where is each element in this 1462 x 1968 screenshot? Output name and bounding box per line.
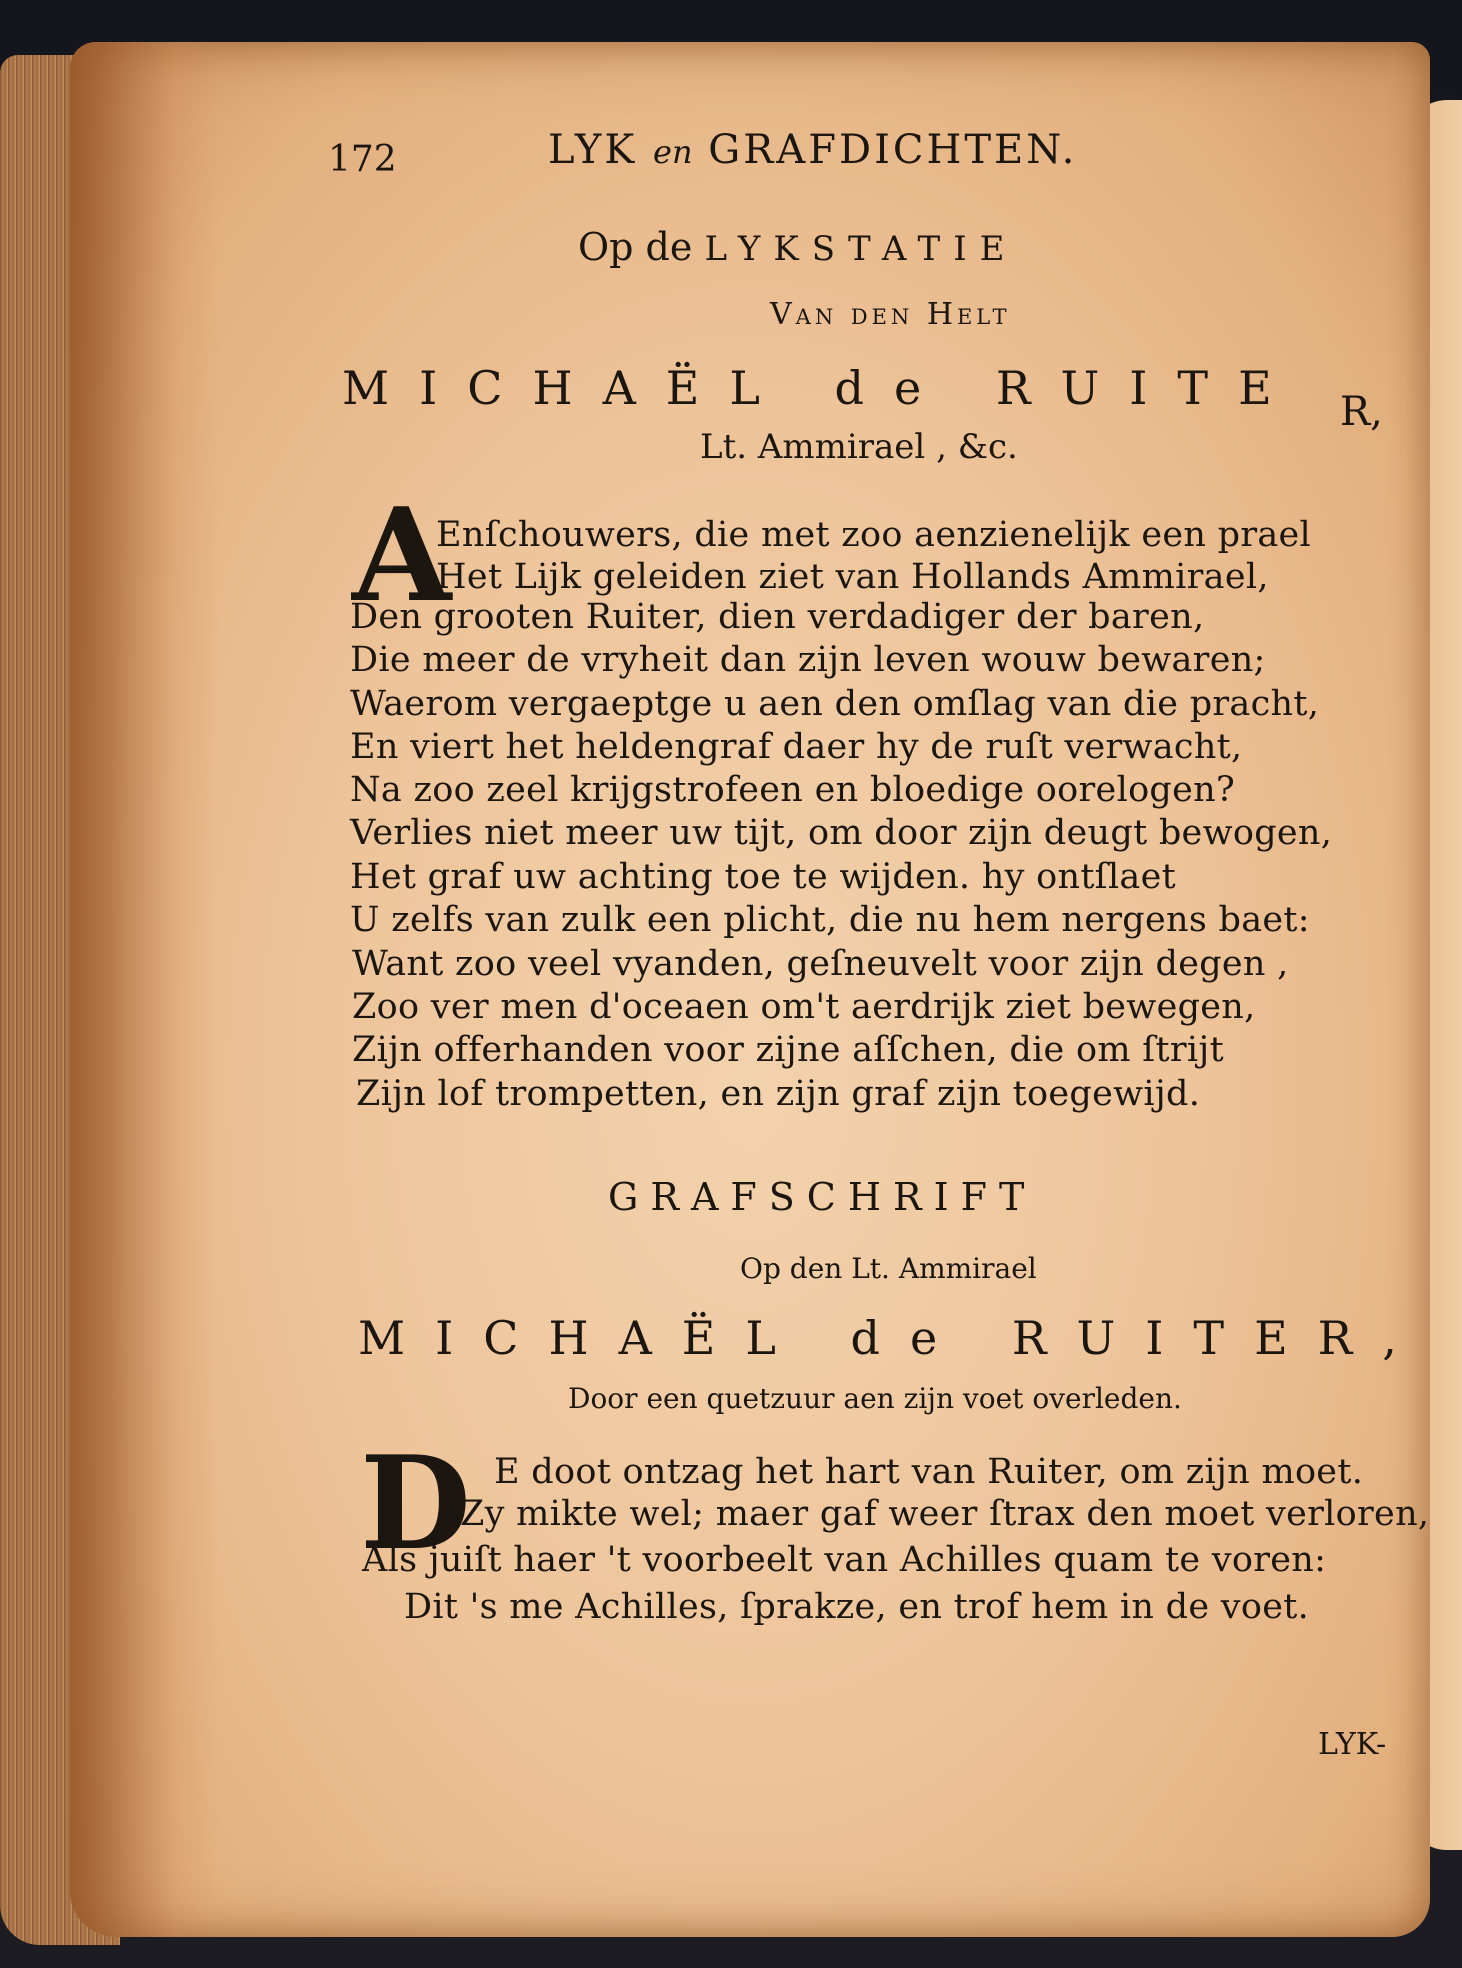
verse-line: Zy mikte wel; maer gaf weer ſtrax den moet verloren, [460,1494,1430,1534]
catchword: LYK- [1318,1727,1387,1762]
verse-line: Het graf uw achting toe te wijden. hy ontſlaet [350,857,1176,897]
verse-line: Die meer de vryheit dan zijn leven wouw bewaren; [350,640,1266,680]
poem1-subtitle: Van den Helt [770,297,1011,332]
poem2-title: GRAFSCHRIFT [608,1175,1037,1219]
verse-line: Waerom vergaeptge u aen den omſlag van die pracht, [350,684,1320,724]
verse-line: Den grooten Ruiter, dien verdadiger der baren, [350,597,1205,637]
poem1-dropcap: A [352,481,452,631]
verse-line: Het Lijk geleiden ziet van Hollands Ammirael, [436,557,1269,597]
poem1-rank: Lt. Ammirael , &c. [700,427,1018,467]
page-number: 172 [328,139,397,180]
poem2-subtitle: Op den Lt. Ammirael [740,1252,1037,1285]
verse-line: Als juiſt haer 't voorbeelt van Achilles quam te voren: [362,1540,1327,1580]
poem2-dropcap: D [360,1429,471,1579]
verse-line: U zelfs van zulk een plicht, die nu hem nergens baet: [350,900,1310,940]
poem1-name-tail: R, [1340,389,1383,435]
verse-line: Na zoo zeel krijgstrofeen en bloedige oorelogen? [350,770,1236,810]
verse-line: E doot ontzag het hart van Ruiter, om zijn moet. [494,1452,1364,1492]
poem1-title: Op de LYKSTATIE [578,225,1018,269]
running-title: LYK en GRAFDICHTEN. [548,127,1078,173]
verse-line: Want zoo veel vyanden, geſneuvelt voor zijn degen , [352,944,1289,984]
verse-line: Zijn offerhanden voor zijne aſſchen, die om ſtrijt [352,1030,1224,1070]
verse-line: Dit 's me Achilles, ſprakze, en trof hem in de voet. [404,1587,1310,1627]
verse-line: En viert het heldengraf daer hy de ruſt verwacht, [350,727,1243,767]
poem2-name: MICHAËL de RUITER, [358,1311,1427,1365]
poem2-note: Door een quetzuur aen zijn voet overleden. [568,1382,1182,1415]
poem1-name: MICHAËL de RUITE [342,361,1302,415]
verse-line: Enſchouwers, die met zoo aenzienelijk een prael [436,515,1312,555]
verse-line: Zijn lof trompetten, en zijn graf zijn toegewijd. [356,1074,1201,1114]
verse-line: Zoo ver men d'oceaen om't aerdrijk ziet bewegen, [352,987,1256,1027]
verse-line: Verlies niet meer uw tijt, om door zijn deugt bewogen, [350,813,1333,853]
